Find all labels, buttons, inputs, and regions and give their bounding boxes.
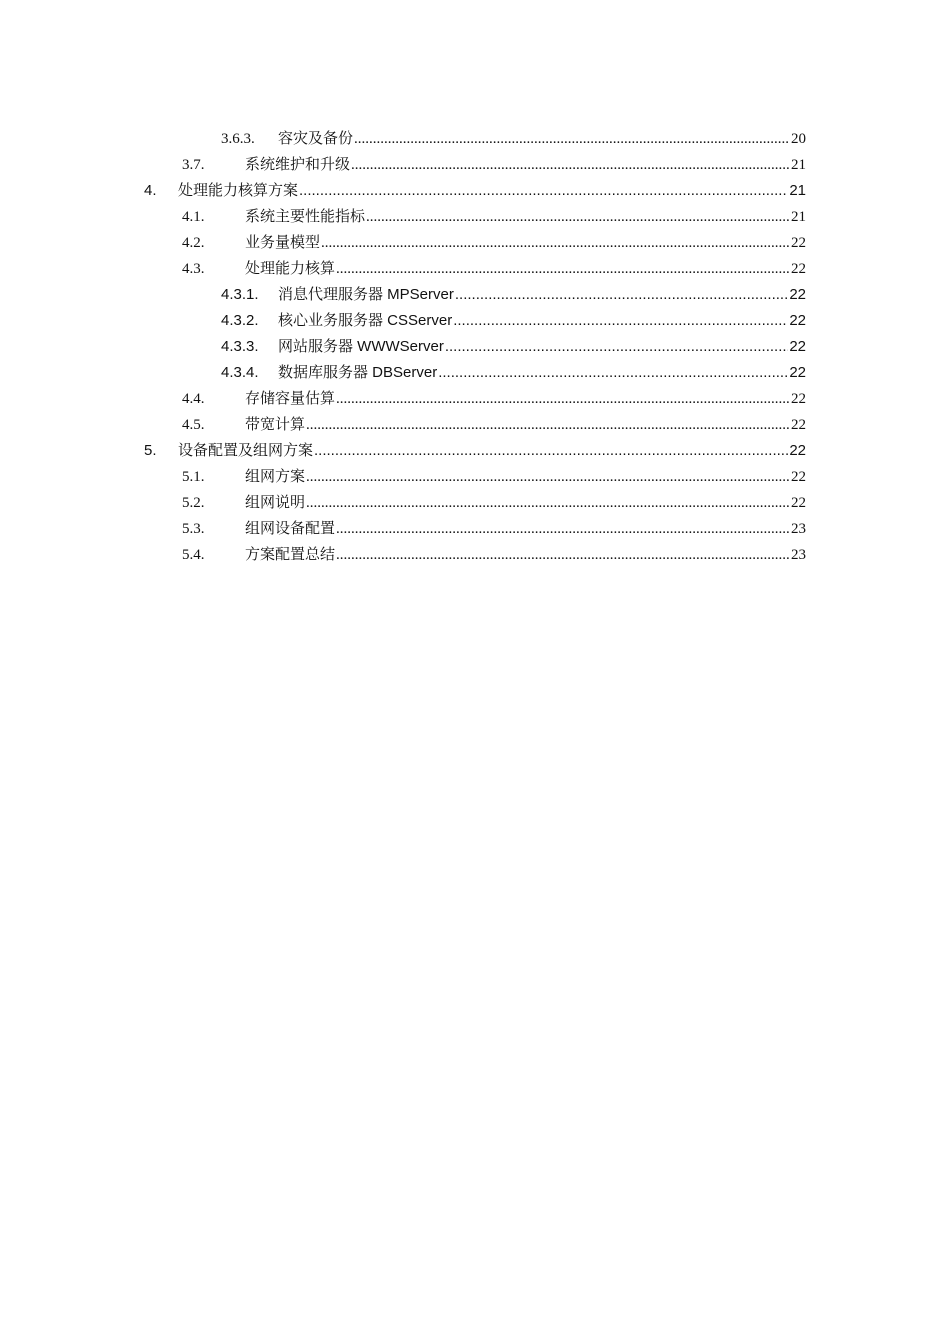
toc-entry-body: [178, 178, 806, 204]
toc-entry[interactable]: [0, 282, 950, 308]
toc-entry-page-number: 22: [791, 417, 806, 433]
toc-entry-page-number: 22: [789, 338, 806, 355]
toc-entry-body: [245, 204, 806, 230]
toc-entry[interactable]: [0, 308, 950, 334]
toc-entry-body: [245, 386, 806, 412]
toc-entry-page-number: 21: [789, 182, 806, 199]
toc-entry-page-number: 20: [791, 131, 806, 147]
toc-entry[interactable]: [0, 230, 950, 256]
toc-entry-number: 4.3.: [182, 261, 205, 277]
toc-entry-page-number: 23: [791, 547, 806, 563]
toc-entry-body: [245, 152, 806, 178]
toc-entry-number: 5.1.: [182, 469, 205, 485]
toc-entry[interactable]: [0, 412, 950, 438]
toc-entry-title[interactable]: 组网方案: [245, 469, 306, 485]
toc-entry-page-number: 22: [791, 391, 806, 407]
toc-entry-page-number: 21: [791, 209, 806, 225]
toc-entry-number: 5.4.: [182, 547, 205, 563]
toc-entry-body: [245, 464, 806, 490]
table-of-contents: [0, 126, 950, 568]
toc-entry-number: 4.: [144, 182, 157, 199]
toc-entry-number: 4.3.2.: [221, 312, 259, 329]
toc-entry-number: 4.2.: [182, 235, 205, 251]
toc-dot-leader: [453, 308, 788, 334]
toc-entry-title[interactable]: 数据库服务器 DBServer: [278, 364, 438, 381]
toc-dot-leader: [351, 152, 790, 178]
toc-entry[interactable]: [0, 360, 950, 386]
toc-entry-body: [178, 438, 806, 464]
toc-entry-body: [245, 230, 806, 256]
toc-entry[interactable]: [0, 126, 950, 152]
toc-entry-title[interactable]: 处理能力核算: [245, 261, 336, 277]
toc-entry[interactable]: [0, 516, 950, 542]
toc-entry-body: [245, 542, 806, 568]
toc-entry-number: 5.3.: [182, 521, 205, 537]
toc-entry-page-number: 22: [789, 286, 806, 303]
toc-entry-page-number: 22: [791, 495, 806, 511]
toc-dot-leader: [336, 256, 790, 282]
toc-entry-title[interactable]: 系统维护和升级: [245, 157, 351, 173]
toc-entry-title[interactable]: 网站服务器 WWWServer: [278, 338, 444, 355]
toc-entry-number: 4.3.1.: [221, 286, 259, 303]
toc-entry-body: [278, 360, 806, 386]
toc-dot-leader: [354, 126, 790, 152]
toc-entry-body: [245, 490, 806, 516]
toc-dot-leader: [445, 334, 788, 360]
toc-dot-leader: [299, 178, 788, 204]
toc-entry-number: 4.4.: [182, 391, 205, 407]
toc-dot-leader: [314, 438, 788, 464]
toc-entry-number: 3.7.: [182, 157, 205, 173]
toc-dot-leader: [336, 542, 790, 568]
toc-entry-page-number: 21: [791, 157, 806, 173]
toc-entry-title[interactable]: 带宽计算: [245, 417, 306, 433]
toc-entry-title[interactable]: 业务量模型: [245, 235, 321, 251]
toc-entry-page-number: 22: [791, 261, 806, 277]
toc-entry-title[interactable]: 容灾及备份: [278, 131, 354, 147]
toc-entry[interactable]: [0, 464, 950, 490]
toc-entry[interactable]: [0, 152, 950, 178]
toc-entry[interactable]: [0, 334, 950, 360]
toc-entry-number: 5.: [144, 442, 157, 459]
toc-entry[interactable]: [0, 204, 950, 230]
toc-entry-page-number: 22: [789, 442, 806, 459]
toc-entry-body: [245, 256, 806, 282]
toc-dot-leader: [455, 282, 788, 308]
toc-dot-leader: [336, 386, 790, 412]
toc-entry-body: [278, 334, 806, 360]
toc-entry-body: [245, 516, 806, 542]
toc-entry[interactable]: [0, 386, 950, 412]
toc-entry-title[interactable]: 方案配置总结: [245, 547, 336, 563]
toc-entry-body: [245, 412, 806, 438]
toc-entry[interactable]: [0, 490, 950, 516]
toc-entry-number: 4.1.: [182, 209, 205, 225]
toc-dot-leader: [366, 204, 790, 230]
toc-entry[interactable]: [0, 542, 950, 568]
toc-entry-title[interactable]: 处理能力核算方案: [178, 182, 299, 199]
toc-dot-leader: [321, 230, 790, 256]
toc-entry-title[interactable]: 系统主要性能指标: [245, 209, 366, 225]
toc-entry-number: 5.2.: [182, 495, 205, 511]
toc-entry-title[interactable]: 组网设备配置: [245, 521, 336, 537]
toc-entry-page-number: 22: [791, 235, 806, 251]
toc-entry[interactable]: [0, 178, 950, 204]
toc-entry-title[interactable]: 存储容量估算: [245, 391, 336, 407]
toc-entry-title[interactable]: 消息代理服务器 MPServer: [278, 286, 454, 303]
toc-entry-number: 3.6.3.: [221, 131, 255, 147]
toc-dot-leader: [306, 490, 790, 516]
toc-entry-body: [278, 308, 806, 334]
toc-dot-leader: [336, 516, 790, 542]
toc-entry-number: 4.3.3.: [221, 338, 259, 355]
toc-dot-leader: [306, 412, 790, 438]
toc-entry-title[interactable]: 组网说明: [245, 495, 306, 511]
toc-entry-body: [278, 282, 806, 308]
toc-entry-body: [278, 126, 806, 152]
toc-entry-title[interactable]: 设备配置及组网方案: [178, 442, 314, 459]
toc-dot-leader: [438, 360, 788, 386]
toc-entry-page-number: 22: [791, 469, 806, 485]
toc-entry-page-number: 23: [791, 521, 806, 537]
toc-entry-title[interactable]: 核心业务服务器 CSServer: [278, 312, 453, 329]
toc-entry-page-number: 22: [789, 364, 806, 381]
toc-entry[interactable]: [0, 256, 950, 282]
toc-entry[interactable]: [0, 438, 950, 464]
toc-dot-leader: [306, 464, 790, 490]
toc-entry-page-number: 22: [789, 312, 806, 329]
toc-entry-number: 4.3.4.: [221, 364, 259, 381]
toc-entry-number: 4.5.: [182, 417, 205, 433]
